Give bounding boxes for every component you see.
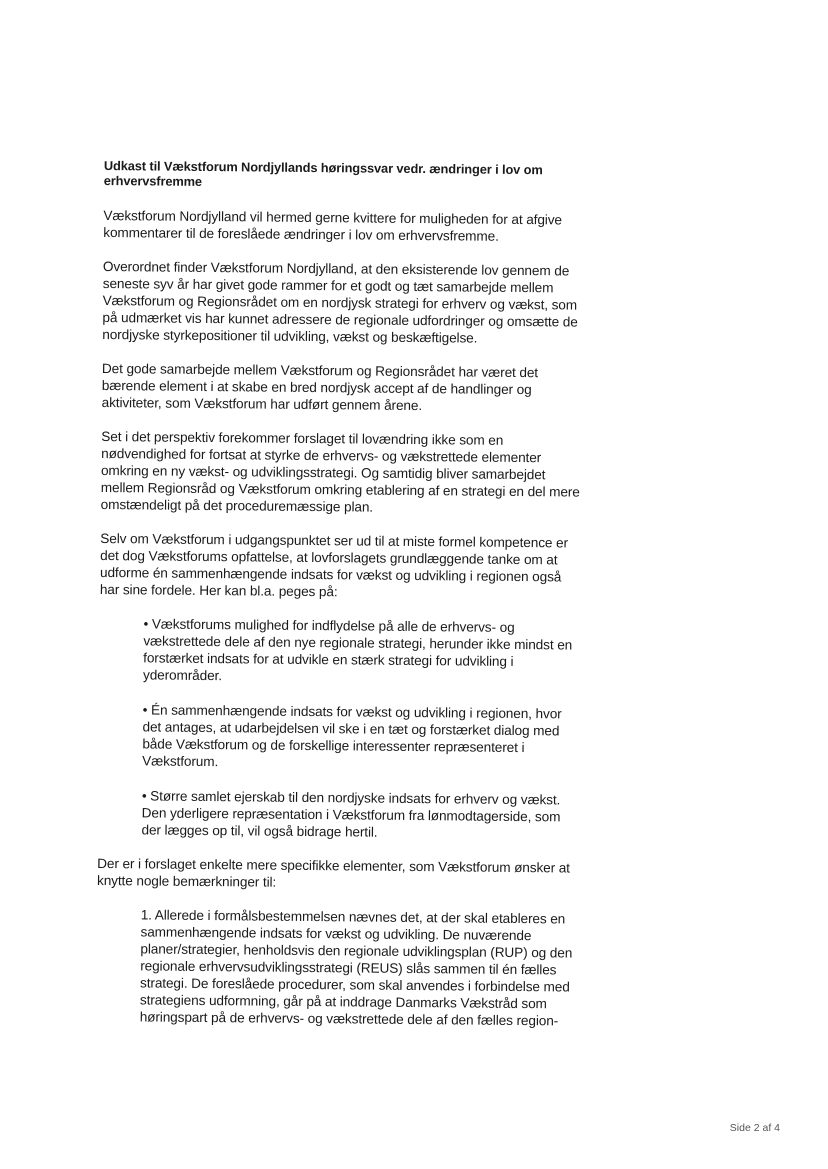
paragraph-cooperation: Det gode samarbejde mellem Vækstforum og Regionsrådet har været det bærende element i at skabe en bred nordjysk accept af de handlinger og aktiviteter, som Vækstforum har udført gennem årene.: [101, 360, 539, 414]
list-item: • Vækstforums mulighed for indflydelse på alle de erhvervs- og vækstrettede dele af den nye regionale strategi, herunder ikke mindst en forstærket indsats for at udvikle en stærk strategi for udvikling i yderområder.: [142, 616, 573, 684]
paragraph-perspective: Set i det perspektiv forekommer forslaget til lovændring ikke som en nødvendighed for fortsat at styrke de erhvervs- og vækstrettede elementer omkring en ny vækst- og udviklingsstrategi. Og samtidig bliver samarbejdet mellem Regionsråd og Vækstforum omkring etablering af en strategi en del mere omstændeligt på det proceduremæssige plan.: [100, 428, 580, 515]
list-item: • Én sammenhængende indsats for vækst og udvikling i regionen, hvor det antages, at udarbejdelsen vil ske i en tæt og forstærket dialog med både Vækstforum og de forskellige interessenter repræsenteret i Vækstforum.: [142, 702, 562, 770]
paragraph-overall: Overordnet finder Vækstforum Nordjylland, at den eksisterende lov gennem de seneste syv år har givet gode rammer for et godt og tæt samarbejde mellem Vækstforum og Regionsrådet om en nordjysk strategi for erhverv og vækst, som på udmærket vis har kunnet adressere de regionale udfordringer og omsætte de nordjyske styrkepositioner til udvikling, vækst og beskæftigelse.: [102, 258, 578, 346]
numbered-list: [96, 906, 579, 1030]
bullet-list: [97, 615, 581, 843]
list-item: • Større samlet ejerskab til den nordjyske indsats for erhverv og vækst. Den yderligere repræsentation i Vækstforum fra lønmodtagerside, som der lægges op til, vil også bidrage hertil.: [141, 788, 561, 840]
numbered-item: 1. Allerede i formålsbestemmelsen nævnes det, at der skal etableres en sammenhængende indsats for vækst og udvikling. De nuværende planer/strategier, henholdsvis den regionale udviklingsplan (RUP) og den regionale erhvervsudviklingsstrategi (REUS) slås sammen til én fælles strategi. De foreslåede procedurer, som skal anvendes i forbindelse med strategiens udformning, går på at inddrage Danmarks Vækstråd som høringspart på de erhvervs- og vækstrettede dele af den fælles region-: [139, 907, 573, 1029]
document-title: Udkast til Vækstforum Nordjyllands høringssvar vedr. ændringer i lov om erhvervsfremme: [103, 158, 543, 189]
page-number: Side 2 af 4: [729, 1122, 780, 1134]
paragraph-advantages: Selv om Vækstforum i udgangspunktet ser ud til at miste formel kompetence er det dog Vækstforums opfattelse, at lovforslagets grundlæggende tanke om at udforme én sammenhængende indsats for vækst og udvikling i regionen også har sine fordele. Her kan bl.a. peges på:: [99, 530, 569, 600]
document-body: [96, 158, 584, 1030]
paragraph-remarks: Der er i forslaget enkelte mere specifikke elementer, som Vækstforum ønsker at knytte nogle bemærkninger til:: [96, 855, 570, 890]
paragraph-intro: Vækstforum Nordjylland vil hermed gerne kvittere for muligheden for at afgive kommentarer til de foreslåede ændringer i lov om erhvervsfremme.: [103, 207, 562, 244]
